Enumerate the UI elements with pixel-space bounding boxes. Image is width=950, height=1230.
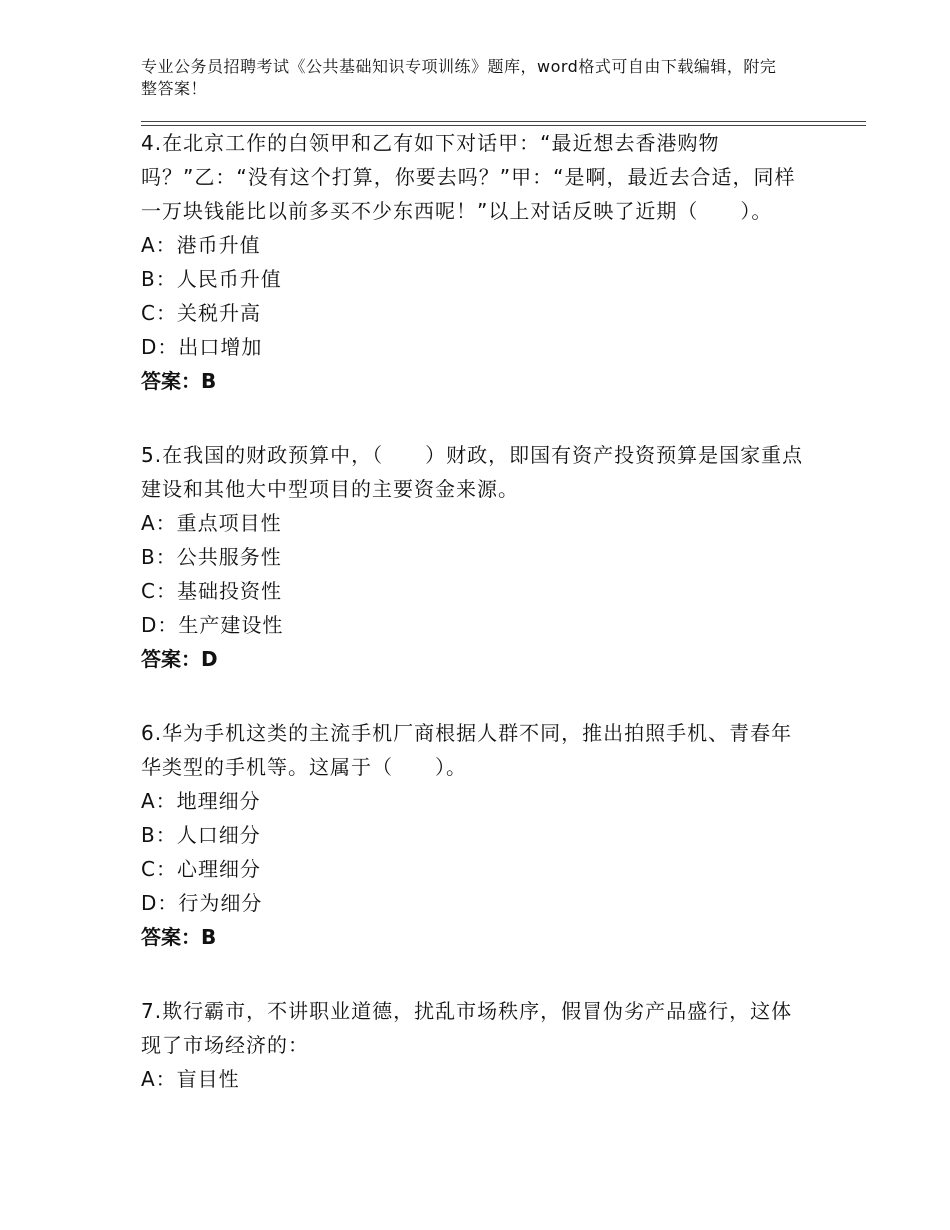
option-d: D：生产建设性 [141,613,284,637]
option-b: B：人民币升值 [141,267,282,291]
option-c: C：基础投资性 [141,579,282,603]
answer-text: 答案：B [141,925,217,949]
option-a: A：重点项目性 [141,511,282,535]
question-text: 4.在北京工作的白领甲和乙有如下对话甲：“最近想去香港购物吗？”乙：“没有这个打算，你要去吗？”甲：“是啊，最近去合适，同样一万块钱能比以前多买不少东西呢！”以上对话反映了近期（ ）。 [141,131,796,223]
option-c: C：关税升高 [141,301,261,325]
header-rule-top [141,121,866,122]
document-header: 专业公务员招聘考试《公共基础知识专项训练》题库，word格式可自由下载编辑，附完整答案！ [141,57,777,98]
option-a: A：地理细分 [141,789,261,813]
option-b: B：公共服务性 [141,545,282,569]
option-d: D：行为细分 [141,891,263,915]
question-text: 6.华为手机这类的主流手机厂商根据人群不同，推出拍照手机、青春年华类型的手机等。这属于（ ）。 [141,721,793,779]
option-d: D：出口增加 [141,335,263,359]
question-4 [141,126,811,398]
question-5 [141,438,811,676]
question-text: 7.欺行霸市，不讲职业道德，扰乱市场秩序，假冒伪劣产品盛行，这体现了市场经济的： [141,999,793,1057]
question-7 [141,994,811,1096]
option-a: A：港币升值 [141,233,261,257]
option-c: C：心理细分 [141,857,261,881]
option-b: B：人口细分 [141,823,261,847]
question-text: 5.在我国的财政预算中，（ ）财政，即国有资产投资预算是国家重点建设和其他大中型项目的主要资金来源。 [141,443,804,501]
answer-text: 答案：D [141,647,218,671]
question-list [141,126,811,1136]
option-a: A：盲目性 [141,1067,240,1091]
question-6 [141,716,811,954]
answer-text: 答案：B [141,369,217,393]
